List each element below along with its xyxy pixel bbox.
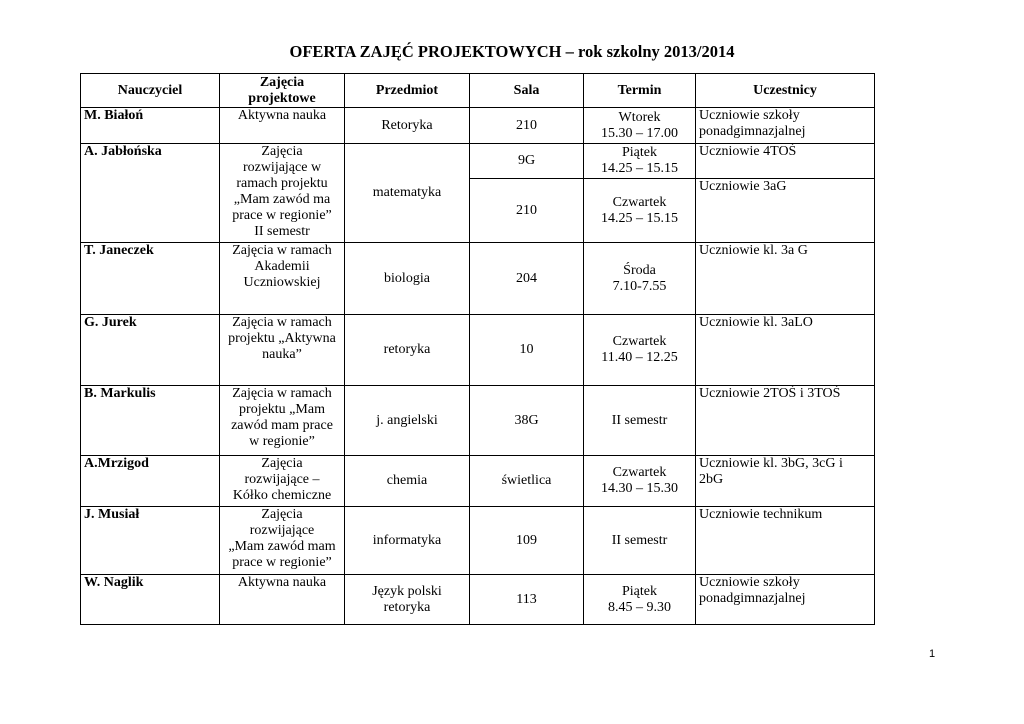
cell-przedmiot: retoryka [345,315,470,386]
cell-termin: Środa 7.10-7.55 [584,243,696,315]
table-row [81,575,875,625]
cell-uczestnicy: Uczniowie kl. 3a G [696,243,875,315]
cell-zajecia: Zajęcia rozwijające w ramach projektu „Mam zawód ma prace w regionie” II semestr [220,144,345,243]
cell-uczestnicy: Uczniowie 3aG [696,179,875,243]
cell-przedmiot: matematyka [345,144,470,243]
cell-sala: 204 [470,243,584,315]
cell-uczestnicy: Uczniowie 4TOŚ [696,144,875,179]
page-number: 1 [929,648,936,660]
table-row [81,315,875,386]
table-row [81,507,875,575]
cell-zajecia: Zajęcia rozwijające „Mam zawód mam prace w regionie” [220,507,345,575]
table-row [81,108,875,144]
cell-zajecia: Zajęcia w ramach Akademii Uczniowskiej [220,243,345,315]
cell-uczestnicy: Uczniowie kl. 3aLO [696,315,875,386]
cell-nauczyciel: T. Janeczek [81,243,220,315]
cell-nauczyciel: A. Jabłońska [81,144,220,243]
header-uczestnicy: Uczestnicy [696,74,875,108]
cell-zajecia: Aktywna nauka [220,575,345,625]
header-zajecia: Zajęcia projektowe [220,74,345,108]
cell-sala: 10 [470,315,584,386]
cell-uczestnicy: Uczniowie 2TOŚ i 3TOŚ [696,386,875,456]
cell-termin: Czwartek 11.40 – 12.25 [584,315,696,386]
header-termin: Termin [584,74,696,108]
table-row [81,243,875,315]
cell-zajecia: Zajęcia w ramach projektu „Mam zawód mam prace w regionie” [220,386,345,456]
offer-table [80,73,875,625]
cell-przedmiot: Język polski retoryka [345,575,470,625]
cell-nauczyciel: G. Jurek [81,315,220,386]
cell-termin: II semestr [584,386,696,456]
header-sala: Sala [470,74,584,108]
table-row [81,386,875,456]
header-przedmiot: Przedmiot [345,74,470,108]
table-row [81,456,875,507]
cell-zajecia: Zajęcia rozwijające – Kółko chemiczne [220,456,345,507]
cell-zajecia: Aktywna nauka [220,108,345,144]
header-nauczyciel: Nauczyciel [81,74,220,108]
cell-przedmiot: j. angielski [345,386,470,456]
cell-termin: Piątek 8.45 – 9.30 [584,575,696,625]
cell-uczestnicy: Uczniowie technikum [696,507,875,575]
cell-nauczyciel: J. Musiał [81,507,220,575]
cell-przedmiot: biologia [345,243,470,315]
cell-uczestnicy: Uczniowie kl. 3bG, 3cG i 2bG [696,456,875,507]
cell-nauczyciel: A.Mrzigod [81,456,220,507]
cell-termin: II semestr [584,507,696,575]
cell-przedmiot: informatyka [345,507,470,575]
cell-termin: Czwartek 14.25 – 15.15 [584,179,696,243]
cell-nauczyciel: W. Naglik [81,575,220,625]
table-header-row [81,74,875,108]
cell-uczestnicy: Uczniowie szkoły ponadgimnazjalnej [696,575,875,625]
cell-przedmiot: Retoryka [345,108,470,144]
cell-sala: 9G [470,144,584,179]
cell-sala: 113 [470,575,584,625]
cell-uczestnicy: Uczniowie szkoły ponadgimnazjalnej [696,108,875,144]
cell-sala: 210 [470,179,584,243]
cell-zajecia: Zajęcia w ramach projektu „Aktywna nauka” [220,315,345,386]
cell-przedmiot: chemia [345,456,470,507]
cell-sala: 109 [470,507,584,575]
table-row [81,144,875,179]
cell-sala: świetlica [470,456,584,507]
cell-nauczyciel: B. Markulis [81,386,220,456]
page-title: OFERTA ZAJĘĆ PROJEKTOWYCH – rok szkolny 2013/2014 [289,42,735,61]
cell-nauczyciel: M. Białoń [81,108,220,144]
cell-termin: Wtorek 15.30 – 17.00 [584,108,696,144]
cell-termin: Czwartek 14.30 – 15.30 [584,456,696,507]
cell-sala: 38G [470,386,584,456]
cell-sala: 210 [470,108,584,144]
cell-termin: Piątek 14.25 – 15.15 [584,144,696,179]
